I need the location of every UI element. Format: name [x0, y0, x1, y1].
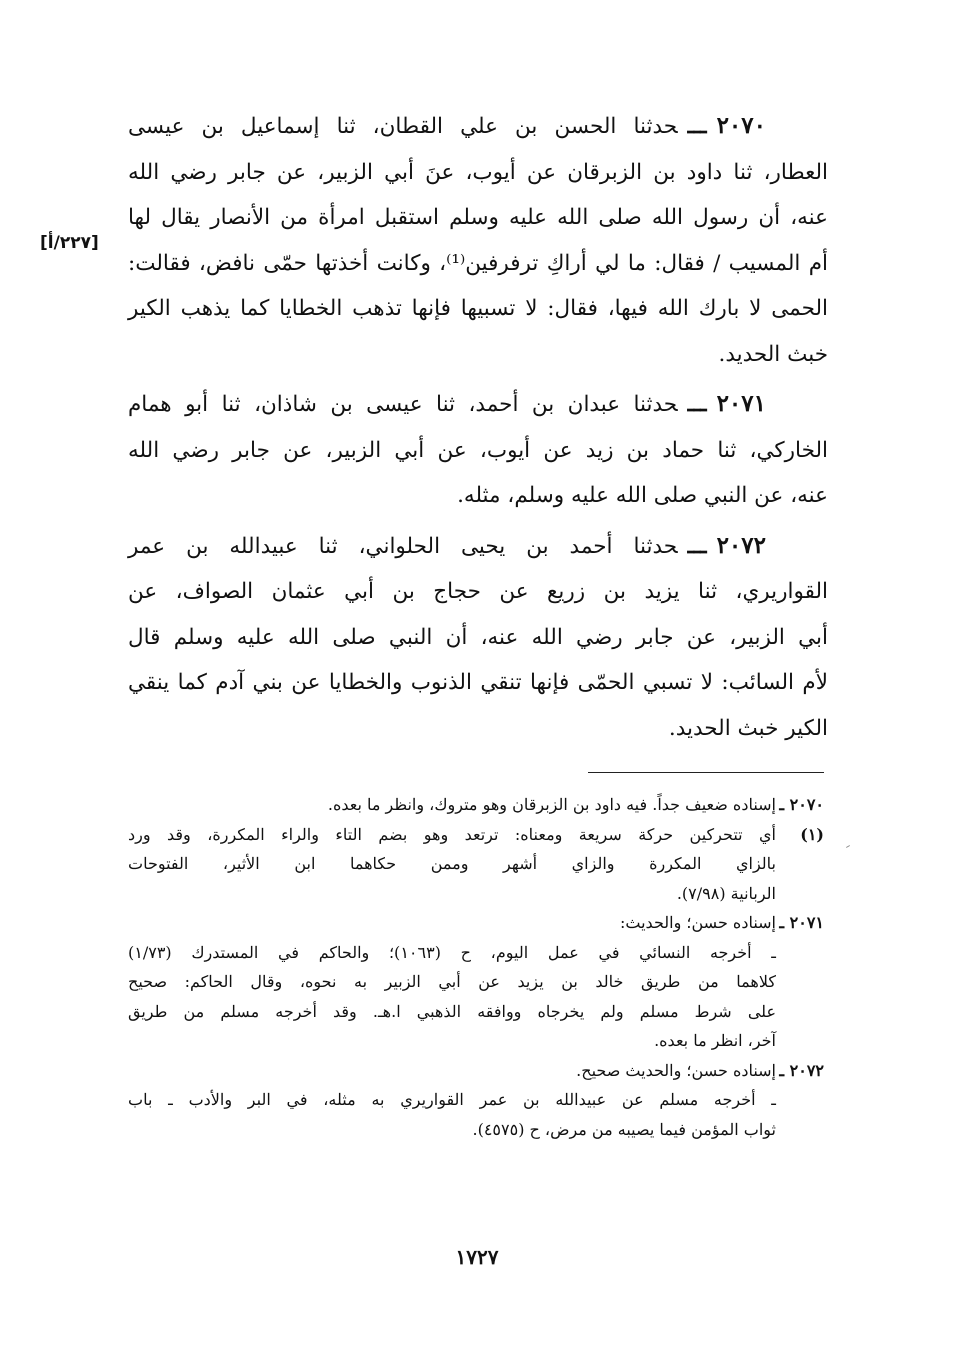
- main-text: [128, 103, 828, 755]
- hadith-2072-number: ٢٠٧٢: [716, 531, 766, 559]
- hadith-2071-line-1: [128, 381, 828, 428]
- footnotes: [128, 790, 824, 1144]
- footnote-label: (١): [800, 824, 824, 844]
- hadith-2072-line-5: الكير خبث الحديد.: [668, 715, 828, 741]
- hadith-2072-line-1: [128, 523, 828, 570]
- footnote-label: ٢٠٧٠ ـ: [779, 795, 824, 814]
- footnote-2071: [128, 908, 824, 938]
- hadith-2071-number: ٢٠٧١: [716, 390, 766, 417]
- footnote-separator-rule: [588, 772, 824, 773]
- footnote-line: بالزاي المكررة والزاي أشهر وممن حكاهما ابن الأثير، الفتوحات: [128, 854, 776, 873]
- footnote-line: إسناده حسن؛ والحديث:: [620, 913, 776, 932]
- footnote-line: على شرط مسلم ولم يخرجاه ووافقه الذهبي ا.هـ. وقد أخرجه مسلم من طريق: [128, 1001, 776, 1021]
- hadith-2071-line-2: الخاركي، ثنا حماد بن زيد عن أيوب، عن أبي الزبير، عن جابر رضي الله: [128, 437, 828, 463]
- hadith-2070-line-6: خبث الحديد.: [718, 341, 828, 367]
- footnote-2072: [128, 1056, 824, 1086]
- footnote-label: ٢٠٧٢ ـ: [779, 1060, 824, 1080]
- hadith-2071-line-3: عنه، عن النبي صلى الله عليه وسلم، مثله.: [457, 483, 828, 508]
- hadith-2070-text-1: حدثنا الحسن بن علي القطان، ثنا إسماعيل بن عيسى: [128, 114, 678, 139]
- footnote-line: ـ أخرجه مسلم عن عبيدالله بن عمر القواريري به مثله، في البر والأدب ـ باب: [128, 1090, 776, 1109]
- footnote-line: كلاهما من طريق خالد بن يزيد عن أبي الزبير به نحوه، وقال الحاكم: صحيح: [128, 972, 776, 991]
- footnote-label: [776, 938, 824, 1056]
- footnote-line: ثواب المؤمن فيما يصيبه من مرض، ح (٤٥٧٥).: [472, 1119, 776, 1139]
- hadith-2070-number: ٢٠٧٠: [716, 112, 766, 139]
- footnote-label: [776, 1085, 824, 1144]
- hadith-2072-text-1: حدثنا أحمد بن يحيى الحلواني، ثنا عبيدالله بن عمر: [128, 533, 678, 559]
- hadith-2071: [128, 381, 828, 519]
- footnote-2072-sources: [128, 1085, 824, 1144]
- footnote-2071-sources: [128, 938, 824, 1056]
- page-number: ١٧٢٧: [455, 1245, 499, 1269]
- hadith-2071-dash: ـــ: [687, 392, 707, 417]
- manuscript-folio-marker: [٢٢٧/أ]: [40, 233, 99, 253]
- footnote-line: آخر، انظر ما بعده.: [654, 1031, 776, 1050]
- hadith-2072-line-2: القواريري، ثنا يزيد بن زريع عن حجاج بن أبي عثمان الصواف، عن: [128, 579, 828, 604]
- footnote-line: إسناده ضعيف جداً. فيه داود بن الزبرقان وهو متروك، وانظر ما بعده.: [327, 795, 776, 814]
- scan-speck: [846, 845, 850, 848]
- footnote-line: الربانية (٧/٩٨).: [676, 883, 776, 903]
- footnote-2070: [128, 790, 824, 820]
- hadith-2072-line-4: لأم السائب: لا تسبي الحمّى فإنها تنقي الذنوب والخطايا عن بني آدم كما ينقي: [128, 670, 828, 695]
- hadith-2070-dash: ـــ: [687, 114, 707, 139]
- footnote-label: ٢٠٧١ ـ: [779, 913, 824, 932]
- footnote-line: إسناده حسن؛ والحديث صحيح.: [576, 1060, 776, 1080]
- footnote-line: ـ أخرجه النسائي في عمل اليوم، ح (١٠٦٣)؛ والحاكم في المستدرك (١/٧٣): [128, 942, 776, 962]
- hadith-2070: [128, 103, 828, 377]
- hadith-2070-line-4: أم المسيب / فقال: ما لي أراكِ ترفرفين⁽¹⁾، وكانت أخذتها حمّى نافض، فقالت:: [128, 250, 828, 276]
- footnote-line: أي تتحركين حركة سريعة ومعناه: ترتعد وهو بضم التاء والراء المكررة، وقد ورد: [128, 824, 776, 844]
- hadith-2071-text-1: حدثنا عبدان بن أحمد، ثنا عيسى بن شاذان، ثنا أبو همام: [128, 392, 678, 417]
- hadith-2070-line-2: العطار، ثنا داود بن الزبرقان عن أيوب، عنَ أبي الزبير، عن جابر رضي الله: [128, 159, 828, 185]
- hadith-2070-line-1: [128, 103, 828, 150]
- hadith-2070-line-5: الحمى لا بارك الله فيها، فقال: لا تسبيها فإنها تذهب الخطايا كما يذهب الكير: [128, 296, 828, 321]
- footnote-1: [128, 820, 824, 909]
- hadith-2072-line-3: أبي الزبير، عن جابر رضي الله عنه، أن النبي صلى الله عليه وسلم قال: [128, 624, 828, 650]
- hadith-2072-dash: ـــ: [687, 533, 707, 559]
- hadith-2072: [128, 523, 828, 752]
- hadith-2070-line-3: عنه، أن رسول الله صلى الله عليه وسلم استقبل امرأة من الأنصار يقال لها: [128, 205, 828, 230]
